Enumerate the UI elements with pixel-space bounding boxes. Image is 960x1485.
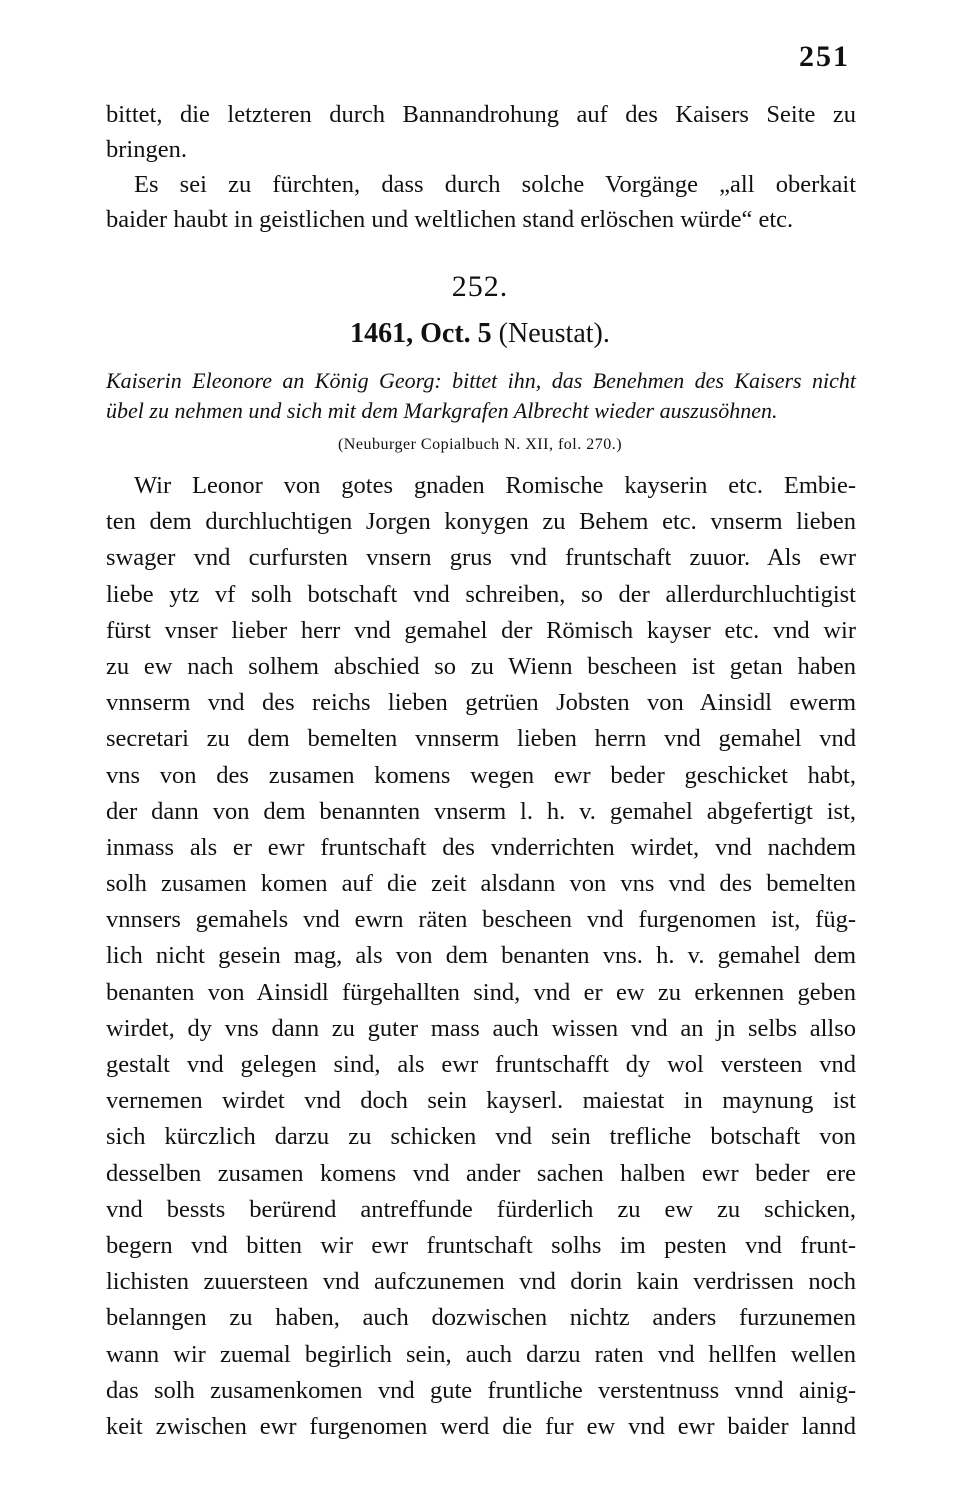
- text-line: bringen.: [106, 136, 187, 163]
- body-line: vernemen wirdet vnd doch sein kayserl. maiestat in maynung ist: [106, 1087, 856, 1115]
- body-line: vnd bessts berürend antreffunde fürderlich zu ew zu schicken,: [106, 1195, 856, 1223]
- body-line: wirdet, dy vns dann zu guter mass auch wissen vnd an jn selbs allso: [106, 1014, 856, 1042]
- text-line: baider haubt in geistlichen und weltlichen stand erlöschen würde“ etc.: [106, 206, 794, 233]
- body-line: liebe ytz vf solh botschaft vnd schreiben, so der allerdurchluchtigist: [106, 580, 856, 608]
- body-line: vnnsers gemahels vnd ewrn räten bescheen vnd furgenomen ist, füg-: [106, 906, 856, 934]
- body-line: Wir Leonor von gotes gnaden Romische kayserin etc. Embie-: [134, 472, 856, 499]
- body-line: benanten von Ainsidl fürgehallten sind, vnd er ew zu erkennen geben: [106, 978, 856, 1006]
- continued-text: [106, 97, 856, 237]
- source-reference: (Neuburger Copialbuch N. XII, fol. 270.): [337, 436, 623, 453]
- date-year: 1461: [350, 318, 407, 349]
- body-line: solh zusamen komen auf die zeit alsdann von vns vnd des bemelten: [106, 870, 856, 898]
- summary-line: übel zu nehmen und sich mit dem Markgrafen Albrecht wieder auszusöhnen.: [106, 398, 778, 423]
- text-line: Es sei zu fürchten, dass durch solche Vorgänge „all oberkait: [134, 171, 856, 198]
- body-line: keit zwischen ewr furgenomen werd die fur ew vnd ewr baider lannd: [106, 1412, 856, 1440]
- date-place: (Neustat).: [498, 318, 610, 349]
- body-line: ten dem durchluchtigen Jorgen konygen zu Behem etc. vnserm lieben: [106, 508, 856, 536]
- document-date: 1461, Oct. 5 (Neustat).: [350, 318, 610, 349]
- body-line: zu ew nach solhem abschied so zu Wienn bescheen ist getan haben: [106, 652, 856, 680]
- body-line: lich nicht gesein mag, als von dem benanten vns. h. v. gemahel dem: [106, 942, 856, 970]
- summary-line: Kaiserin Eleonore an König Georg: bittet ihn, das Benehmen des Kaisers nicht: [106, 368, 856, 393]
- body-line: begern vnd bitten wir ewr fruntschaft solhs im pesten vnd frunt-: [106, 1231, 856, 1259]
- body-line: swager vnd curfursten vnsern grus vnd fruntschaft zuuor. Als ewr: [106, 544, 856, 572]
- body-line: vns von des zusamen komens wegen ewr beder geschicket habt,: [106, 761, 856, 789]
- body-line: wann wir zuemal begirlich sein, auch darzu raten vnd hellfen wellen: [106, 1340, 856, 1368]
- body-line: vnnserm vnd des reichs lieben getrüen Jobsten von Ainsidl ewerm: [106, 689, 856, 717]
- text-line: bittet, die letzteren durch Bannandrohung auf des Kaisers Seite zu: [106, 101, 856, 128]
- document-summary: [106, 366, 856, 426]
- date-day: Oct. 5: [420, 318, 492, 349]
- body-line: fürst vnser lieber herr vnd gemahel der Römisch kayser etc. vnd wir: [106, 616, 856, 644]
- body-line: desselben zusamen komens vnd ander sachen halben ewr beder ere: [106, 1159, 856, 1187]
- body-line: gestalt vnd gelegen sind, als ewr fruntschafft dy wol versteen vnd: [106, 1051, 856, 1078]
- body-line: inmass als er ewr fruntschaft des vnderrichten wirdet, vnd nachdem: [106, 833, 856, 861]
- body-line: der dann von dem benannten vnserm l. h. v. gemahel abgefertigt ist,: [106, 797, 856, 825]
- body-line: lichisten zuuersteen vnd aufczunemen vnd dorin kain verdrissen noch: [106, 1268, 856, 1296]
- body-line: belanngen zu haben, auch dozwischen nichtz anders furzunemen: [106, 1304, 856, 1332]
- body-line: sich kürczlich darzu zu schicken vnd sein trefliche botschaft von: [106, 1123, 856, 1151]
- body-line: secretari zu dem bemelten vnnserm lieben herrn vnd gemahel vnd: [106, 725, 856, 753]
- document-body: [106, 468, 856, 1445]
- body-line: das solh zusamenkomen vnd gute fruntliche verstentnuss vnnd ainig-: [106, 1376, 856, 1404]
- page-number: 251: [799, 40, 850, 73]
- document-number: 252.: [451, 270, 509, 303]
